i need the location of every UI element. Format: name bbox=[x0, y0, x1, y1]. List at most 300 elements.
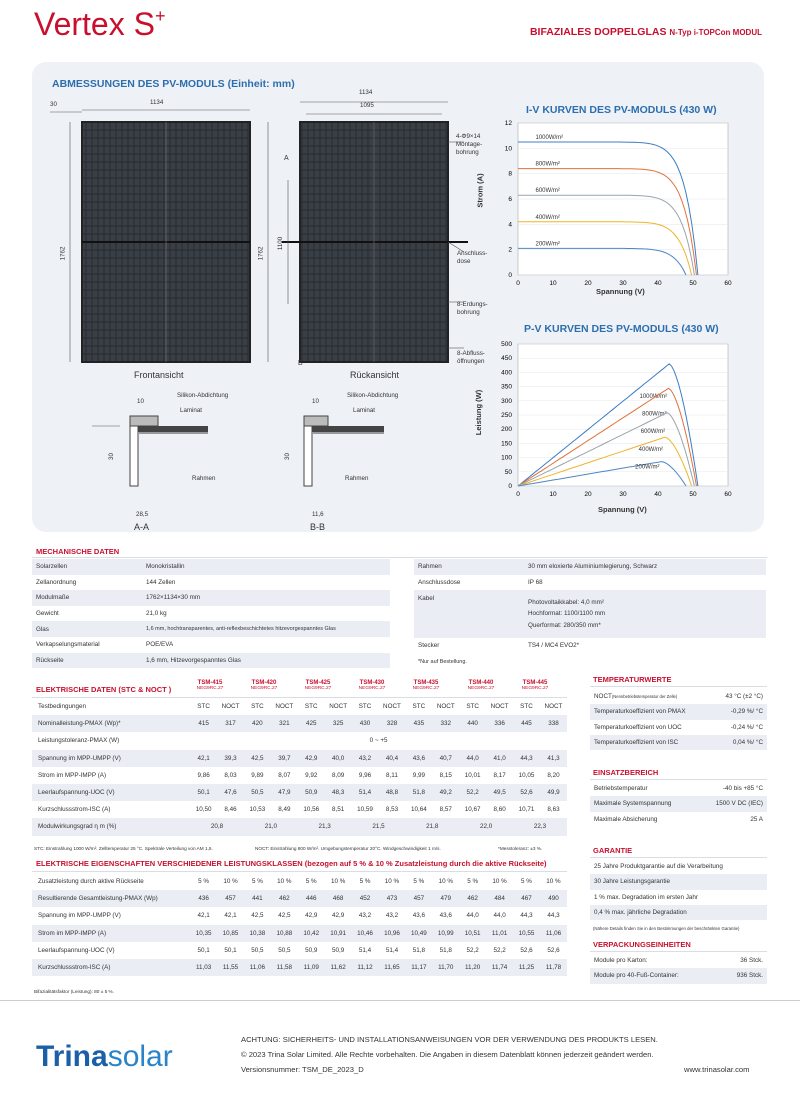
cell-value: 8,60 bbox=[493, 806, 506, 814]
cell-value: 332 bbox=[432, 715, 459, 732]
cell-value: 457 bbox=[217, 890, 244, 907]
cell-value: 42,5 bbox=[244, 750, 271, 767]
cell-value: 21,8 bbox=[405, 818, 459, 835]
cell-value: 11,12 bbox=[352, 959, 379, 976]
dim-30-b: 30 bbox=[283, 453, 291, 460]
temp-label bbox=[590, 704, 711, 719]
iv-series-label: 1000W/m² bbox=[535, 135, 564, 141]
temp-label-text: Temperaturkoeffizient von ISC bbox=[594, 739, 679, 747]
pv-chart bbox=[490, 336, 760, 516]
cell-value: 11,70 bbox=[432, 959, 459, 976]
row-label: Leerlaufspannung-UOC (V) bbox=[38, 946, 115, 954]
cell-value: 10 % bbox=[438, 878, 453, 886]
row-label: Leerlaufspannung-UOC (V) bbox=[32, 784, 190, 801]
iv-xtick: 30 bbox=[619, 280, 627, 287]
cell-value: 44,0 bbox=[459, 750, 486, 767]
row-label: Zusatzleistung durch aktive Rückseite bbox=[38, 878, 144, 886]
row-label: Strom im MPP-IMPP (A) bbox=[32, 925, 190, 942]
iv-chart bbox=[490, 115, 760, 305]
cell-value: 48,3 bbox=[325, 784, 352, 801]
cell-value: 473 bbox=[379, 890, 406, 907]
pv-series-label: 400W/m² bbox=[638, 446, 663, 453]
bif-table bbox=[32, 873, 567, 976]
bif-title: ELEKTRISCHE EIGENSCHAFTEN VERSCHIEDENER LEISTUNGSKLASSEN (bezogen auf 5 % & 10 % Zusatzleistung durch die aktive Rückseite) bbox=[36, 859, 547, 868]
cell-value: 325 bbox=[325, 715, 352, 732]
verpack-row bbox=[590, 953, 767, 968]
mech-r-label: Rahmen bbox=[414, 559, 524, 575]
cell-value: STC bbox=[304, 703, 318, 711]
cell-value: 49,2 bbox=[432, 784, 459, 801]
cell-value: STC bbox=[197, 703, 210, 711]
model-code: NEG9RC.27 bbox=[304, 686, 332, 691]
dim-1134-back: 1134 bbox=[359, 89, 373, 96]
verpack-title: VERPACKUNGSEINHEITEN bbox=[593, 940, 691, 949]
mech-table bbox=[32, 559, 390, 668]
pv-ytick: 0 bbox=[508, 483, 512, 490]
cell-value: NOCT bbox=[490, 703, 509, 711]
temp-label-note: (Nennbetriebstemperatur der Zelle) bbox=[611, 694, 678, 700]
title-main: BIFAZIALES DOPPELGLAS bbox=[529, 26, 667, 38]
dim-30: 30 bbox=[50, 101, 57, 108]
cell-value: 10,64 bbox=[410, 806, 427, 814]
einsatz-value: 1500 V DC (IEC) bbox=[697, 796, 767, 811]
mech-row bbox=[32, 621, 390, 637]
garantie-row bbox=[590, 890, 767, 905]
cell-value: 50,5 bbox=[244, 784, 271, 801]
bif-note: Bifazialitätsfaktor (Leistung): 80 ± 5 %. bbox=[34, 989, 114, 994]
model-code: NEG9RC.27 bbox=[412, 686, 440, 691]
drain-label: 8-Abfluss- öffnungen bbox=[457, 350, 485, 365]
cell-value: 435 bbox=[405, 715, 432, 732]
cell-value: 50,5 bbox=[251, 946, 264, 954]
temp-label-text: NOCT bbox=[594, 693, 612, 701]
mech-row bbox=[32, 637, 390, 653]
model-header bbox=[244, 680, 284, 692]
pv-series-label: 1000W/m² bbox=[639, 394, 668, 401]
cell-value: 5 % bbox=[305, 878, 317, 886]
cell-value: 52,6 bbox=[547, 946, 560, 954]
iv-ytick: 6 bbox=[508, 196, 512, 203]
cell-value: 50,5 bbox=[278, 946, 291, 954]
cell-value: 5 % bbox=[521, 878, 532, 886]
temp-value: 0,04 %/ °C bbox=[711, 735, 767, 750]
mech-row bbox=[32, 590, 390, 606]
cell-value: 51,8 bbox=[412, 946, 425, 954]
cell-value: 43,6 bbox=[405, 750, 432, 767]
cable-line: Querformat: 280/350 mm* bbox=[528, 621, 601, 629]
cell-value: 11,55 bbox=[217, 959, 244, 976]
cell-value: 10 % bbox=[384, 878, 400, 886]
cell-value: 50,9 bbox=[332, 946, 345, 954]
einsatz-title: EINSATZBEREICH bbox=[593, 768, 659, 777]
footer-warning: ACHTUNG: SICHERHEITS- UND INSTALLATIONSANWEISUNGEN VOR DER VERWENDUNG DES PRODUKTS LESEN. bbox=[241, 1035, 658, 1044]
cell-value: 47,6 bbox=[217, 784, 244, 801]
rahmen-label-a: Rahmen bbox=[192, 475, 216, 482]
table-row bbox=[32, 907, 567, 924]
cell-value: 10,01 bbox=[464, 771, 481, 779]
cell-value: 11,01 bbox=[486, 925, 513, 942]
cell-value: 436 bbox=[190, 890, 217, 907]
cell-value: 44,0 bbox=[466, 912, 479, 920]
model-code: NEG9RC.27 bbox=[196, 686, 224, 691]
mech-r-value: 30 mm eloxierte Aluminiumlegierung, Schwarz bbox=[524, 559, 766, 575]
cell-value: 8,07 bbox=[278, 771, 291, 779]
cell-value: 10,55 bbox=[513, 925, 540, 942]
cell-value: 328 bbox=[379, 715, 406, 732]
cell-value: 21,5 bbox=[352, 818, 406, 835]
verpack-label: Module pro 40-Fuß-Container: bbox=[590, 968, 719, 983]
footer-copyright: © 2023 Trina Solar Limited. Alle Rechte vorbehalten. Die Angaben in diesem Datenblatt können jederzeit geändert werden. bbox=[241, 1050, 654, 1059]
cell-value: 8,63 bbox=[547, 806, 560, 814]
table-row bbox=[32, 925, 567, 942]
cell-value: 39,7 bbox=[271, 750, 298, 767]
temp-row bbox=[590, 735, 767, 750]
garantie-text: 0,4 % max. jährliche Degradation bbox=[590, 905, 767, 920]
mech-label: Gewicht bbox=[36, 610, 59, 618]
cell-value: 44,3 bbox=[513, 750, 540, 767]
cell-value: 50,1 bbox=[197, 946, 210, 954]
garantie-row bbox=[590, 859, 767, 874]
mount-holes-label: 4-Φ9×14 Montage- bohrung bbox=[456, 133, 483, 156]
cell-value: 10,85 bbox=[217, 925, 244, 942]
logo-word: Vertex bbox=[34, 6, 125, 42]
cell-value: 43,6 bbox=[412, 912, 425, 920]
cell-value: 43,2 bbox=[385, 912, 399, 920]
cell-value: 50,1 bbox=[224, 946, 237, 954]
model-code: NEG9RC.27 bbox=[250, 686, 278, 691]
silikon-label-a: Silikon-Abdichtung bbox=[177, 392, 229, 399]
model-header bbox=[190, 680, 230, 692]
cell-value: 420 bbox=[244, 715, 271, 732]
model-header bbox=[461, 680, 501, 692]
front-view-label: Frontansicht bbox=[134, 370, 184, 380]
cell-value: 9,86 bbox=[197, 771, 210, 779]
cell-value: 5 % bbox=[467, 878, 479, 886]
iv-chart-title: I-V KURVEN DES PV-MODULS (430 W) bbox=[526, 104, 717, 116]
cell-value: 462 bbox=[459, 890, 486, 907]
pv-xtick: 50 bbox=[689, 491, 697, 498]
temp-label-text: Temperaturkoeffizient von PMAX bbox=[594, 708, 686, 716]
garantie-text: 30 Jahre Leistungsgarantie bbox=[590, 874, 767, 889]
cell-value: 10,67 bbox=[464, 806, 481, 814]
cell-value: 430 bbox=[352, 715, 379, 732]
cell-value: 50,9 bbox=[298, 784, 325, 801]
cell-value: 336 bbox=[486, 715, 513, 732]
cell-value: 42,5 bbox=[251, 912, 264, 920]
row-label: Testbedingungen bbox=[38, 703, 86, 711]
cell-value: 8,46 bbox=[224, 806, 237, 814]
cell-value: 10,96 bbox=[379, 925, 406, 942]
model-code: NEG9RC.27 bbox=[467, 686, 495, 691]
row-label: Strom im MPP-IMPP (A) bbox=[38, 771, 107, 779]
silikon-label-b: Silikon-Abdichtung bbox=[347, 392, 399, 399]
back-view bbox=[268, 102, 468, 362]
row-label: Nominalleistung-PMAX (Wp)* bbox=[32, 715, 190, 732]
mech-value: 144 Zellen bbox=[146, 578, 176, 586]
cell-value: 8,03 bbox=[224, 771, 237, 779]
table-row bbox=[32, 873, 567, 890]
section-bb bbox=[304, 416, 384, 486]
verpack-value: 36 Stck. bbox=[740, 957, 763, 965]
dimensions-title: ABMESSUNGEN DES PV-MODULS (Einheit: mm) bbox=[52, 78, 295, 90]
mech-label: Solarzellen bbox=[32, 559, 142, 575]
cell-value: 9,96 bbox=[358, 771, 372, 779]
cell-value: 467 bbox=[513, 890, 540, 907]
cell-value: 51,4 bbox=[358, 946, 372, 954]
cell-value: 5 % bbox=[198, 878, 210, 886]
model-name: TSM-420 bbox=[251, 680, 277, 686]
cell-value: 8,17 bbox=[493, 771, 506, 779]
section-a-marker: A bbox=[284, 155, 289, 162]
cell-value: 9,99 bbox=[412, 771, 425, 779]
cell-value: 11,17 bbox=[405, 959, 432, 976]
einsatz-table bbox=[590, 781, 767, 827]
iv-xlabel: Spannung (V) bbox=[596, 287, 645, 296]
cell-value: NOCT bbox=[221, 703, 240, 711]
einsatz-label: Betriebstemperatur bbox=[594, 785, 648, 793]
garantie-note: (Nähere Details finden Sie in den Bestimmungen der beschränkten Garantie) bbox=[593, 926, 740, 931]
footer-version: Versionsnummer: TSM_DE_2023_D bbox=[241, 1065, 364, 1074]
row-label: Resultierende Gesamtleistung-PMAX (Wp) bbox=[32, 890, 190, 907]
cell-value: 52,6 bbox=[520, 946, 533, 954]
cell-value: 11,65 bbox=[379, 959, 406, 976]
cell-value: 10,50 bbox=[195, 806, 212, 814]
cell-value: STC bbox=[358, 703, 372, 711]
temp-label bbox=[590, 720, 711, 735]
iv-ytick: 4 bbox=[508, 221, 512, 229]
rahmen-label-b: Rahmen bbox=[345, 475, 369, 482]
iv-ytick: 10 bbox=[504, 145, 512, 153]
cell-value: 11,03 bbox=[190, 959, 217, 976]
mech-label: Verkapselungsmaterial bbox=[36, 641, 100, 649]
note-noct: NOCT: Einstrahlung 800 W/m². Umgebungstemperatur 20°C. Windgeschwindigkeit 1 m/s. bbox=[255, 846, 441, 851]
garantie-table bbox=[590, 859, 767, 920]
mech-note: *Nur auf Bestellung. bbox=[418, 659, 467, 665]
logo-solar: solar bbox=[107, 1040, 173, 1073]
cell-value: 10,56 bbox=[303, 806, 320, 814]
cell-value: 52,2 bbox=[493, 946, 506, 954]
row-label: Modulwirkungsgrad η m (%) bbox=[32, 818, 190, 835]
cell-value: 10,46 bbox=[352, 925, 379, 942]
pv-ylabel: Leistung (W) bbox=[474, 389, 484, 436]
pv-xlabel: Spannung (V) bbox=[598, 505, 647, 514]
cell-value: 43,6 bbox=[439, 912, 452, 920]
temp-label-text: Temperaturkoeffizient von UOC bbox=[594, 723, 682, 731]
einsatz-row bbox=[590, 796, 767, 811]
cell-value: 5 % bbox=[251, 878, 263, 886]
section-aa-label: A-A bbox=[134, 522, 150, 532]
einsatz-value: -40 bis +85 °C bbox=[722, 785, 763, 793]
cell-value: NOCT bbox=[544, 703, 563, 711]
temp-title: TEMPERATURWERTE bbox=[593, 675, 672, 684]
pv-xtick: 20 bbox=[584, 491, 592, 498]
cell-value: 50,1 bbox=[190, 784, 217, 801]
temp-row bbox=[590, 720, 767, 735]
cell-value: 321 bbox=[271, 715, 298, 732]
section-b-marker: B bbox=[298, 360, 303, 367]
section-aa bbox=[92, 416, 208, 486]
logo-trina: Trina bbox=[36, 1040, 108, 1073]
laminat-label-b: Laminat bbox=[353, 407, 376, 414]
temp-table bbox=[590, 689, 767, 750]
section-bb-label: B-B bbox=[310, 522, 326, 532]
dim-10-b: 10 bbox=[312, 398, 319, 405]
dim-10-a: 10 bbox=[137, 398, 144, 405]
garantie-row bbox=[590, 905, 767, 920]
mech-r-label: Kabel bbox=[414, 590, 524, 638]
footer-url[interactable]: www.trinasolar.com bbox=[684, 1065, 750, 1074]
logo-s: S bbox=[133, 6, 155, 42]
cell-value: 10,88 bbox=[271, 925, 298, 942]
cell-value: 10,71 bbox=[518, 806, 535, 814]
cell-value: 51,8 bbox=[405, 784, 432, 801]
pv-ytick: 200 bbox=[501, 426, 512, 434]
model-header bbox=[406, 680, 446, 692]
mech-value: 21,0 kg bbox=[146, 610, 167, 618]
cell-value: 49,5 bbox=[486, 784, 513, 801]
iv-series-label: 800W/m² bbox=[535, 161, 560, 168]
table-row bbox=[32, 942, 567, 959]
temp-row bbox=[590, 704, 767, 719]
model-name: TSM-415 bbox=[197, 680, 223, 686]
cell-value: 42,1 bbox=[190, 750, 217, 767]
temp-label bbox=[590, 689, 711, 704]
cell-value: 11,09 bbox=[298, 959, 325, 976]
cell-value: 52,2 bbox=[459, 784, 486, 801]
pv-series-label: 800W/m² bbox=[642, 411, 667, 418]
iv-xtick: 0 bbox=[516, 280, 520, 287]
cell-value: 22,0 bbox=[459, 818, 513, 835]
title-sub: N-Typ i-TOPCon MODUL bbox=[669, 28, 762, 37]
pv-ytick: 250 bbox=[501, 412, 512, 419]
iv-ytick: 12 bbox=[504, 120, 512, 127]
row-label: Spannung im MPP-UMPP (V) bbox=[38, 912, 121, 920]
cell-value: 8,53 bbox=[385, 806, 399, 814]
mech-r-value: TS4 / MC4 EVO2* bbox=[524, 638, 766, 654]
mech-value: Monokristallin bbox=[142, 559, 390, 575]
garantie-text: 1 % max. Degradation im ersten Jahr bbox=[594, 893, 698, 901]
pv-ytick: 400 bbox=[501, 369, 512, 377]
cell-value: 425 bbox=[298, 715, 325, 732]
pv-xtick: 60 bbox=[724, 491, 732, 498]
dim-1762-back: 1762 bbox=[257, 246, 265, 261]
cell-value: 10 % bbox=[330, 878, 346, 886]
einsatz-label: Maximale Systemspannung bbox=[590, 796, 697, 811]
cell-value: 8,11 bbox=[386, 771, 398, 779]
cell-value: 11,06 bbox=[540, 925, 567, 942]
verpack-row bbox=[590, 968, 767, 983]
mech-row bbox=[32, 575, 390, 591]
iv-ytick: 8 bbox=[508, 170, 512, 178]
cell-value: 20,8 bbox=[190, 818, 244, 835]
note-mess: *Messtoleranz: ±3 %. bbox=[498, 846, 543, 851]
iv-series-label: 200W/m² bbox=[535, 241, 560, 248]
cell-value: 10,49 bbox=[405, 925, 432, 942]
model-header bbox=[352, 680, 392, 692]
cell-value: STC bbox=[412, 703, 426, 711]
dim-1134-front: 1134 bbox=[150, 99, 164, 106]
cell-value: 10 % bbox=[277, 878, 292, 886]
cell-value: 9,92 bbox=[305, 771, 318, 779]
pv-ytick: 100 bbox=[501, 454, 512, 462]
cell-value: 10 % bbox=[223, 878, 238, 886]
cell-value: 44,3 bbox=[547, 912, 560, 920]
table-row bbox=[32, 801, 567, 818]
cell-value: 317 bbox=[217, 715, 244, 732]
verpack-value: 936 Stck. bbox=[719, 968, 767, 983]
pv-series-label: 200W/m² bbox=[635, 464, 660, 471]
cell-value: 10,51 bbox=[459, 925, 486, 942]
pv-xtick: 40 bbox=[654, 491, 662, 498]
cell-value: 51,4 bbox=[352, 784, 379, 801]
iv-ylabel: Strom (A) bbox=[475, 173, 485, 208]
iv-xtick: 10 bbox=[549, 280, 557, 287]
mech-right-table bbox=[414, 559, 766, 654]
model-header bbox=[515, 680, 555, 692]
cell-value: 8,51 bbox=[332, 806, 345, 814]
pv-ytick: 50 bbox=[504, 468, 512, 476]
mech-label: Modulmaße bbox=[32, 590, 142, 606]
cell-value: 445 bbox=[513, 715, 540, 732]
cell-value: 11,58 bbox=[271, 959, 298, 976]
grounding-label: 8-Erdungs- bohrung bbox=[457, 301, 488, 316]
mech-r-value: IP 68 bbox=[528, 578, 543, 586]
model-name: TSM-435 bbox=[413, 680, 439, 686]
cell-value: 42,9 bbox=[332, 912, 345, 920]
mech-r-label: Stecker bbox=[414, 638, 524, 654]
cell-value: 8,09 bbox=[332, 771, 345, 779]
iv-xtick: 40 bbox=[654, 280, 662, 287]
cell-value: 42,1 bbox=[224, 912, 237, 920]
cell-value: 0 ~ +5 bbox=[369, 737, 388, 745]
iv-ytick: 0 bbox=[508, 272, 512, 279]
dim-1100: 1100 bbox=[277, 236, 285, 251]
cell-value: 11,25 bbox=[513, 959, 540, 976]
cell-value: 11,06 bbox=[244, 959, 271, 976]
cell-value: 10,35 bbox=[190, 925, 217, 942]
note-stc: STC: Einstrahlung 1000 W/m². Zelltemperatur 25 °C. Spektrale Verteilung von AM 1,5. bbox=[34, 846, 213, 851]
cell-value: 43,2 bbox=[358, 912, 372, 920]
garantie-row bbox=[590, 874, 767, 889]
mech-row bbox=[32, 559, 390, 575]
pv-ytick: 350 bbox=[501, 383, 512, 391]
cell-value: 10,91 bbox=[325, 925, 352, 942]
pv-ytick: 500 bbox=[501, 341, 512, 348]
dim-1762-front: 1762 bbox=[59, 246, 67, 261]
cell-value: 42,5 bbox=[278, 912, 291, 920]
cell-value: 5 % bbox=[359, 878, 371, 886]
verpack-table bbox=[590, 953, 767, 984]
iv-series-label: 600W/m² bbox=[535, 188, 560, 195]
cell-value: 51,8 bbox=[439, 946, 452, 954]
cell-value: NOCT bbox=[329, 703, 348, 711]
cell-value: 52,6 bbox=[513, 784, 540, 801]
cell-value: 10,42 bbox=[298, 925, 325, 942]
model-name: TSM-430 bbox=[359, 680, 385, 686]
dim-1095: 1095 bbox=[360, 102, 374, 109]
vertex-logo bbox=[34, 6, 165, 43]
trina-logo bbox=[36, 1040, 173, 1074]
iv-xtick: 60 bbox=[724, 280, 732, 287]
iv-xtick: 20 bbox=[584, 280, 592, 287]
cell-value: 8,20 bbox=[547, 771, 560, 779]
cell-value: NOCT bbox=[383, 703, 401, 711]
mech-row bbox=[32, 606, 390, 622]
cell-value: 10 % bbox=[546, 878, 561, 886]
cell-value: 41,0 bbox=[486, 750, 513, 767]
dim-285: 28,5 bbox=[136, 511, 149, 518]
model-name: TSM-445 bbox=[522, 680, 548, 686]
